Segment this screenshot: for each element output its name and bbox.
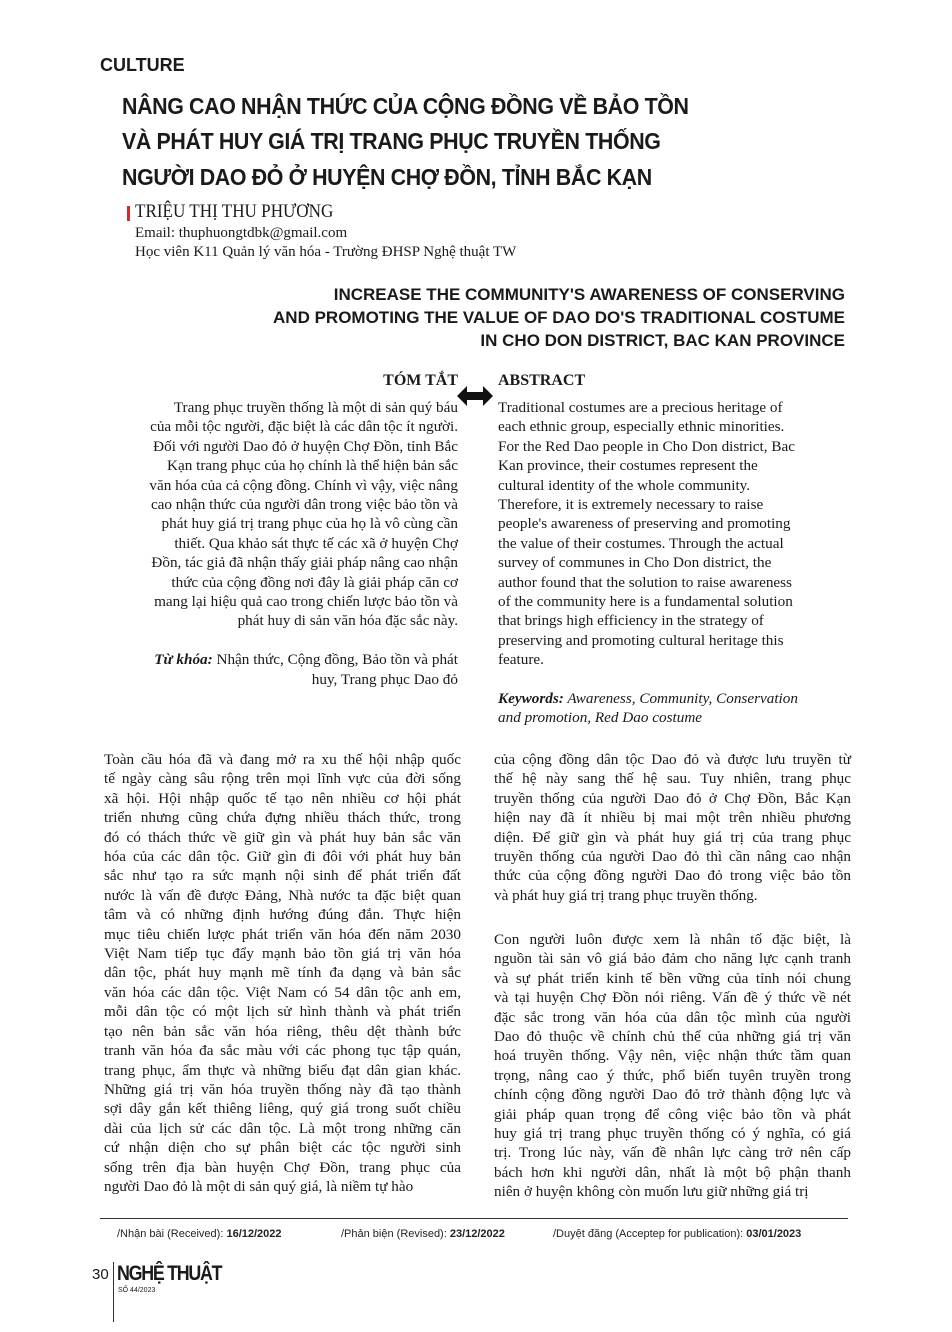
body-text-line: sợi dây gắn kết thiêng liêng, quý giá trong suốt chiều <box>104 1100 461 1118</box>
body-text-line: nước là vấn đề được Đảng, Nhà nước ta đặc biệt quan <box>104 886 461 904</box>
body-text-line: tranh văn hóa đa sắc màu với các phong tục tập quán, <box>104 1042 461 1060</box>
abstract-en-line: preserving and promoting cultural heritage this <box>498 631 784 649</box>
body-text-line: và sự phát triển kinh tế bền vững của tỉnh nói chung <box>494 969 851 987</box>
abstract-en-line: Kan province, their costumes represent the <box>498 457 758 475</box>
date-accepted-value: 03/01/2023 <box>746 1228 802 1240</box>
double-arrow-icon <box>457 386 493 406</box>
body-text-line: sống trên địa bàn huyện Chợ Đồn, trang phục của <box>104 1158 461 1176</box>
keywords-vi-text: Nhận thức, Cộng đồng, Bảo tồn và phát <box>212 651 458 669</box>
body-text-line: bách hơn khi người dân, nhất là một bộ phận thanh <box>494 1163 851 1181</box>
body-text-line: văn hóa các dân tộc. Việt Nam có 54 dân tộc anh em, <box>104 983 461 1001</box>
title-vi-line: NÂNG CAO NHẬN THỨC CỦA CỘNG ĐỒNG VỀ BẢO TỒN <box>122 93 689 119</box>
body-text-line: dân tộc, phát huy mạnh mẽ tính đa dạng và bản sắc <box>104 964 461 982</box>
body-text-line: đặc sắc trong văn hóa của dân tộc mình của người <box>494 1008 851 1026</box>
body-column-left <box>104 750 461 1196</box>
date-received-value: 16/12/2022 <box>226 1228 282 1240</box>
author-marker <box>127 206 130 221</box>
body-text-line: Toàn cầu hóa đã và đang mở ra xu thế hội nhập quốc <box>104 751 461 768</box>
keywords-en-label: Keywords: <box>498 690 564 708</box>
body-text-line: người Dao đỏ là một di sản quý giá, là niềm tự hào <box>104 1177 414 1195</box>
abstract-vi-line: thiết. Qua khảo sát thực tế các xã ở huyện Chợ <box>174 534 458 552</box>
author-affiliation: Học viên K11 Quản lý văn hóa - Trường ĐHSP Nghệ thuật TW <box>135 244 517 260</box>
body-text-line: của cộng đồng dân tộc Dao đỏ và được lưu truyền từ <box>494 751 851 768</box>
abstract-en <box>498 398 848 728</box>
body-text-line: đó có thách thức về giữ gìn và phát huy bản sắc văn <box>104 828 461 846</box>
body-text-line: cứ nhận diện cho sự phân biệt các tộc người sinh <box>104 1139 461 1157</box>
body-column-right-p2 <box>494 930 851 1202</box>
body-text-line: huy giá trị trang phục truyền thống có ý nghĩa, có giá <box>494 1125 851 1143</box>
abstract-vi-line: Đồn, tác giả đã nhận thấy giải pháp nâng cao nhận <box>151 554 458 572</box>
abstract-en-heading: ABSTRACT <box>498 372 586 389</box>
date-accepted <box>553 1228 801 1240</box>
abstract-en-line: Traditional costumes are a precious heritage of <box>498 399 783 416</box>
keywords-vi <box>105 650 458 669</box>
title-vi-line: NGƯỜI DAO ĐỎ Ở HUYỆN CHỢ ĐỒN, TỈNH BẮC KẠN <box>122 164 652 190</box>
body-text-line: truyền thống của người Dao đỏ thì cần nâng cao nhận <box>494 848 851 866</box>
body-text-line: và phát huy giá trị trang phục truyền thống. <box>494 886 758 904</box>
body-text-line: truyền thống của người Dao đỏ ở Chợ Đồn, Bắc Kạn <box>494 789 851 807</box>
body-text-line: mục tiêu chiến lược phát triển văn hóa đến năm 2030 <box>104 925 461 943</box>
body-text-line: tâm và có những định hướng đúng đắn. Thực hiện <box>104 906 461 924</box>
footer-vertical-line <box>113 1262 114 1322</box>
abstract-vi-line: Kạn trang phục của họ chính là thể hiện bản sắc <box>167 457 458 475</box>
body-text-line: hiện nay đã ít nhiều bị mai một trên nhiều phương <box>494 809 851 827</box>
author-name: TRIỆU THỊ THU PHƯƠNG <box>135 201 334 222</box>
body-text-line: sắc như tạo ra sức mạnh nội sinh để phát triển đất <box>104 867 461 885</box>
body-text-line: thế hệ này sang thế hệ sau. Tuy nhiên, trang phục <box>494 770 851 788</box>
date-revised <box>341 1228 505 1240</box>
body-text-line: thức của cộng đồng người Dao đỏ trong việc bảo tồn <box>494 867 851 885</box>
body-text-line: tạo nên bản sắc văn hóa riêng, thêu dệt thành bức <box>104 1022 461 1040</box>
abstract-vi-line: phát huy giá trị trang phục của họ là vô cùng cần <box>161 515 458 533</box>
keywords-vi-label: Từ khóa: <box>154 651 213 669</box>
abstract-vi-line: phát huy di sản văn hóa đặc sắc này. <box>237 612 458 630</box>
footer-divider <box>100 1218 848 1219</box>
abstract-en-line: cultural identity of the whole community. <box>498 476 751 494</box>
body-text-line: niên ở huyện không còn muốn lưu giữ những giá trị <box>494 1183 809 1201</box>
body-text-line: chính cộng đồng người Dao đỏ trở thành động lực và <box>494 1086 851 1104</box>
body-text-line: dài của lịch sử các dân tộc. Là một trong những căn <box>104 1119 461 1137</box>
body-text-line: xã hội. Hội nhập quốc tế tạo nên nhiều cơ hội phát <box>104 789 461 807</box>
abstract-vi-heading: TÓM TẮT <box>383 372 458 389</box>
keywords-vi-line: huy, Trang phục Dao đỏ <box>311 670 458 688</box>
abstract-en-line: author found that the solution to raise awareness <box>498 573 792 591</box>
body-column-right-p1 <box>494 750 851 905</box>
keywords-en-text: Awareness, Community, Conservation <box>563 690 798 708</box>
body-text-line: và tại huyện Chợ Đồn nói riêng. Vấn đề ý thức về nét <box>494 989 851 1007</box>
issue-number: SỐ 44/2023 <box>118 1287 156 1294</box>
abstract-en-line: feature. <box>498 651 544 669</box>
abstract-vi-line: của mỗi tộc người, đặc biệt là các dân tộc ít người. <box>150 418 458 436</box>
abstract-vi-line: thức của cộng đồng nơi đây là giải pháp căn cơ <box>171 573 458 591</box>
section-label: CULTURE <box>100 55 185 75</box>
title-vi-line: VÀ PHÁT HUY GIÁ TRỊ TRANG PHỤC TRUYỀN THỐNG <box>122 128 661 154</box>
abstract-en-line: of the community here is a fundamental solution <box>498 593 793 611</box>
body-text-line: triển nhưng cũng chứa đựng nhiều thách thức, trong <box>104 809 461 827</box>
abstract-vi-line: cao nhận thức của người dân trong việc bảo tồn và <box>150 496 458 514</box>
page-number: 30 <box>92 1266 109 1283</box>
body-text-line: Dao đỏ thuộc về chính chủ thể của những giá trị văn <box>494 1028 851 1046</box>
abstract-vi-line: mang lại hiệu quả cao trong chiến lược bảo tồn và <box>154 593 458 611</box>
title-en-line: IN CHO DON DISTRICT, BAC KAN PROVINCE <box>480 331 845 350</box>
abstract-en-line: survey of communes in Cho Don district, the <box>498 554 772 572</box>
body-text-line: giải pháp quan trọng để công việc bảo tồn và phát <box>494 1105 851 1123</box>
abstract-en-line: each ethnic group, especially ethnic minorities. <box>498 418 785 436</box>
abstract-vi-line: Đối với người Dao đỏ ở huyện Chợ Đồn, tỉnh Bắc <box>153 437 458 455</box>
abstract-en-line: Therefore, it is extremely necessary to raise <box>498 496 764 514</box>
body-text-line: trang phục, ẩm thực và những biểu đạt dân gian khác. <box>104 1061 461 1079</box>
abstract-vi-line: văn hóa của cả cộng đồng. Chính vì vậy, việc nâng <box>149 476 458 494</box>
keywords-en <box>498 689 848 708</box>
date-revised-value: 23/12/2022 <box>449 1228 505 1240</box>
date-received <box>117 1228 282 1240</box>
date-revised-label: /Phản biện (Revised): <box>341 1228 450 1240</box>
author-email: Email: thuphuongtdbk@gmail.com <box>135 225 348 241</box>
journal-logo: NGHỆ THUẬT <box>117 1262 222 1285</box>
title-en-line: AND PROMOTING THE VALUE OF DAO DO'S TRADITIONAL COSTUME <box>273 308 845 327</box>
body-text-line: nguồn tài sản vô giá bảo đảm cho năng lực cạnh tranh <box>494 950 851 968</box>
abstract-en-line: that brings high efficiency in the strategy of <box>498 612 764 630</box>
date-received-label: /Nhận bài (Received): <box>117 1228 227 1240</box>
body-text-line: Việt Nam tiếp tục đẩy mạnh bảo tồn giá trị văn hóa <box>104 945 461 963</box>
abstract-en-line: For the Red Dao people in Cho Don district, Bac <box>498 437 795 455</box>
body-text-line: diện. Để giữ gìn và phát huy giá trị của trang phục <box>494 828 851 846</box>
body-text-line: trị. Trong lúc này, vấn đề nhân lực càng trở nên cấp <box>494 1144 851 1162</box>
title-en-line: INCREASE THE COMMUNITY'S AWARENESS OF CONSERVING <box>333 285 845 304</box>
abstract-en-line: people's awareness of preserving and promoting <box>498 515 791 533</box>
keywords-en-line: and promotion, Red Dao costume <box>498 709 703 727</box>
body-text-line: hoá truyền thống. Vậy nên, việc nhận thức tầm quan <box>494 1047 851 1065</box>
body-text-line: Con người luôn được xem là nhân tố đặc biệt, là <box>494 931 851 948</box>
body-text-line: mỗi dân tộc có một lịch sử hình thành và phát triển <box>104 1003 461 1021</box>
body-text-line: tế ngày càng sâu rộng trên mọi lĩnh vực của đời sống <box>104 770 461 788</box>
abstract-vi <box>105 398 458 689</box>
abstract-vi-line: Trang phục truyền thống là một di sản quý báu <box>173 399 458 416</box>
body-text-line: Những giá trị văn hóa truyền thống này đã tạo thành <box>104 1080 461 1098</box>
body-text-line: hóa của các dân tộc. Giữ gìn đi đôi với phát huy bản <box>104 848 461 866</box>
date-accepted-label: /Duyệt đăng (Acceptep for publication): <box>553 1228 747 1240</box>
body-text-line: trọng, nâng cao ý thức, phổ biến tuyên truyền trong <box>494 1066 851 1084</box>
abstract-en-line: the value of their costumes. Through the actual <box>498 534 784 552</box>
